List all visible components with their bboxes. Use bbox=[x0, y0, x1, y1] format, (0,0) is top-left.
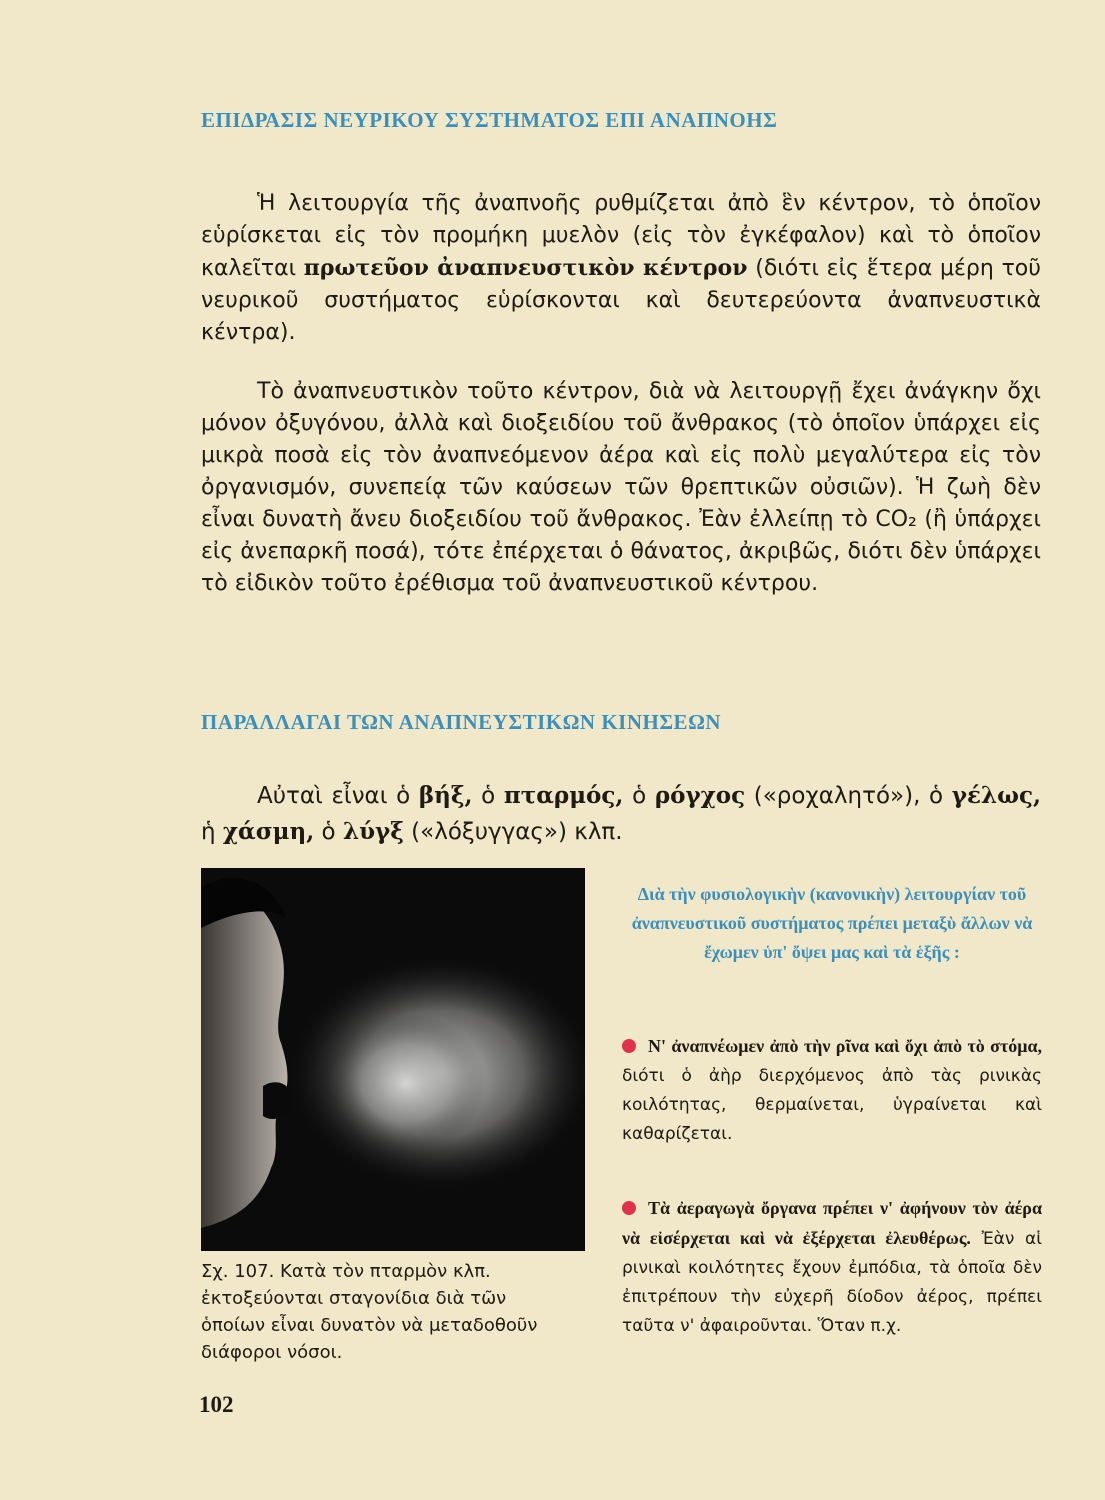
bullet-dot-icon bbox=[622, 1201, 636, 1215]
sneeze-illustration bbox=[201, 868, 585, 1251]
paragraph-co2: Τὸ ἀναπνευστικὸν τοῦτο κέντρον, διὰ νὰ λειτουργῇ ἔχει ἀνάγκην ὄχι μόνον ὀξυγόνου, ἀλλὰ καὶ διοξειδίου τοῦ ἄνθρακος (τὸ ὁποῖον ὑπάρχει εἰς μικρὰ ποσὰ εἰς τὸν ἀναπνεόμενον ἀέρα καὶ εἰς πολὺ μεγαλύτερα εἰς τὸν ὀργανισμόν, συνεπείᾳ τῶν καύσεων τῶν θρεπτικῶν οὐσιῶν). Ἡ ζωὴ δὲν εἶναι δυνατὴ ἄνευ διοξειδίου τοῦ ἄνθρακος. Ἐὰν ἐλλείπῃ τὸ CO₂ (ἢ ὑπάρχει εἰς ἀνεπαρκῆ ποσά), τότε ἐπέρχεται ὁ θάνατος, ἀκριβῶς, διότι δὲν ὑπάρχει τὸ εἰδικὸν τοῦτο ἐρέθισμα τοῦ ἀναπνευστικοῦ κέντρου. bbox=[201, 379, 1041, 596]
bullet-nose-breathing: Ν' ἀναπνέωμεν ἀπὸ τὴν ρῖνα καὶ ὄχι ἀπὸ τὸ στόμα, διότι ὁ ἀὴρ διερχόμενος ἀπὸ τὰς ρινικὰς κοιλότητας, θερμαίνεται, ὑγραίνεται καὶ καθαρίζεται. bbox=[622, 1036, 1042, 1144]
sidebar-title: Διὰ τὴν φυσιολογικὴν (κανονικὴν) λειτουργίαν τοῦ ἀναπνευστικοῦ συστήματος πρέπει μεταξὺ ἄλλων νὰ ἔχωμεν ὑπ' ὄψει μας καὶ τὰ ἑξῆς : bbox=[631, 884, 1033, 962]
bullet-dot-icon bbox=[622, 1039, 636, 1053]
paragraph-variations: Αὐταὶ εἶναι ὁ βήξ, ὁ πταρμός, ὁ ρόγχος («ροχαλητό»), ὁ γέλως, ἡ χάσμη, ὁ λύγξ («λόξυγγας») κλπ. bbox=[201, 782, 1041, 845]
figure-caption: Σχ. 107. Κατὰ τὸν πταρμὸν κλπ. ἐκτοξεύονται σταγονίδια διὰ τῶν ὁποίων εἶναι δυνατὸν νὰ μεταδοθοῦν διάφοροι νόσοι. bbox=[201, 1261, 538, 1363]
bold-term-primary-center: πρωτεῦον ἀναπνευστικὸν κέντρον bbox=[303, 255, 748, 281]
section-heading-variations: ΠΑΡΑΛΛΑΓΑΙ ΤΩΝ ΑΝΑΠΝΕΥΣΤΙΚΩΝ ΚΙΝΗΣΕΩΝ bbox=[201, 710, 722, 734]
paragraph-respiratory-center: Ἡ λειτουργία τῆς ἀναπνοῆς ρυθμίζεται ἀπὸ ἓν κέντρον, τὸ ὁποῖον εὑρίσκεται εἰς τὸν προμήκη μυελὸν (εἰς τὸν ἐγκέφαλον) καὶ τὸ ὁποῖον καλεῖται πρωτεῦον ἀναπνευστικὸν κέντρον (διότι εἰς ἕτερα μέρη τοῦ νευρικοῦ συστήματος εὑρίσκονται καὶ δευτερεύοντα ἀναπνευστικὰ κέντρα). bbox=[201, 191, 1041, 345]
sneeze-photo bbox=[201, 868, 585, 1251]
section-heading-nervous-system: ΕΠΙΔΡΑΣΙΣ ΝΕΥΡΙΚΟΥ ΣΥΣΤΗΜΑΤΟΣ ΕΠΙ ΑΝΑΠΝΟΗΣ bbox=[201, 108, 778, 132]
page-number: 102 bbox=[199, 1392, 234, 1417]
bullet-airways: Τὰ ἀεραγωγὰ ὄργανα πρέπει ν' ἀφήνουν τὸν ἀέρα νὰ εἰσέρχεται καὶ νὰ ἐξέρχεται ἐλευθέρως. Ἐὰν αἱ ρινικαὶ κοιλότητες ἔχουν ἐμπόδια, τὰ ὁποῖα δὲν ἐπιτρέπουν τὴν εὐχερῆ δίοδον ἀέρος, πρέπει ταῦτα ν' ἀφαιροῦνται. Ὅταν π.χ. bbox=[622, 1198, 1043, 1336]
